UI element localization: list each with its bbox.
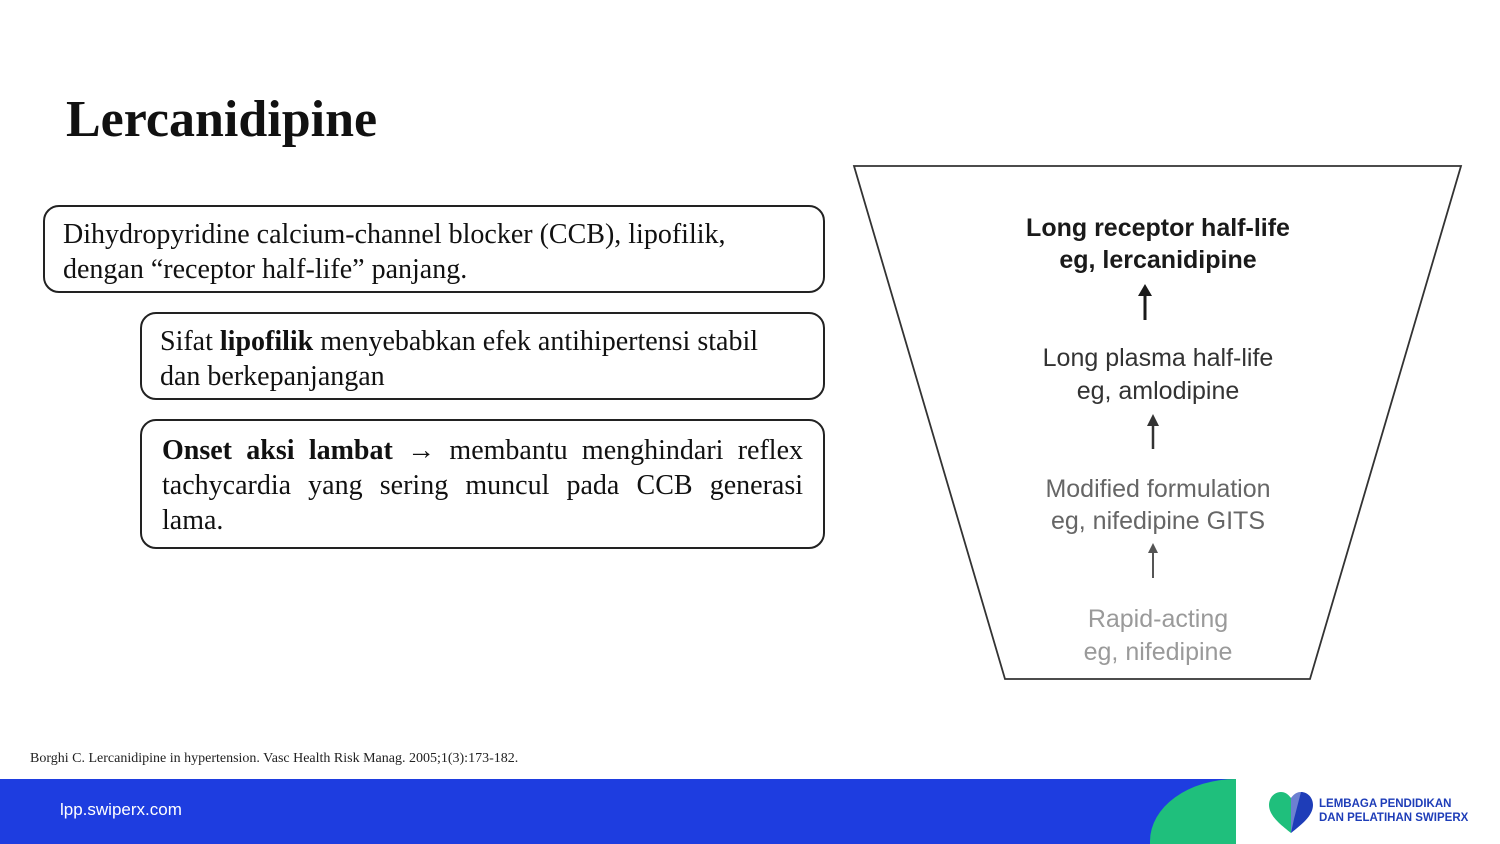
funnel-level-4-line1: Rapid-acting	[1087, 605, 1229, 633]
onset-bold: Onset aksi lambat	[162, 435, 393, 466]
funnel-level-2-line2: eg, amlodipine	[1076, 377, 1240, 405]
lipophilic-prefix: Sifat	[160, 326, 220, 357]
logo-text	[1319, 797, 1468, 825]
reference-citation: Borghi C. Lercanidipine in hypertension. Vasc Health Risk Manag. 2005;1(3):173-182.	[30, 751, 519, 766]
half-life-funnel-diagram	[850, 160, 1466, 685]
info-box-onset	[140, 419, 825, 549]
funnel-level-1-line1: Long receptor half-life	[1026, 214, 1290, 242]
logo-text-line2: DAN PELATIHAN SWIPERX	[1319, 812, 1469, 824]
funnel-level-3-line2: eg, nifedipine GITS	[1050, 507, 1265, 535]
footer-url[interactable]: lpp.swiperx.com	[60, 800, 182, 819]
arrow-up-icon	[1138, 284, 1152, 320]
footer-bar	[0, 779, 1236, 844]
arrow-up-icon	[1148, 543, 1158, 578]
definition-text: Dihydropyridine calcium-channel blocker (CCB), lipofilik, dengan “receptor half-life” panjang.	[63, 219, 726, 285]
arrow-up-icon	[1147, 414, 1159, 449]
funnel-level-1-line2: eg, lercanidipine	[1059, 246, 1257, 274]
lipophilic-bold: lipofilik	[219, 326, 314, 357]
lipophilic-text	[160, 324, 805, 394]
logo-text-line1: LEMBAGA PENDIDIKAN	[1319, 798, 1452, 810]
onset-suffix: → membantu menghindari reflex tachycardia yang sering muncul pada CCB generasi lama.	[162, 435, 804, 536]
funnel-level-2-line1: Long plasma half-life	[1042, 344, 1274, 372]
slide-title: Lercanidipine	[66, 91, 378, 148]
onset-text	[162, 433, 803, 538]
funnel-level-3-line1: Modified formulation	[1045, 475, 1271, 503]
info-box-lipophilic	[140, 312, 825, 400]
funnel-level-4-line2: eg, nifedipine	[1083, 638, 1233, 666]
info-box-definition	[43, 205, 825, 293]
lipophilic-suffix: menyebabkan efek antihipertensi stabil dan berkepanjangan	[160, 326, 758, 392]
